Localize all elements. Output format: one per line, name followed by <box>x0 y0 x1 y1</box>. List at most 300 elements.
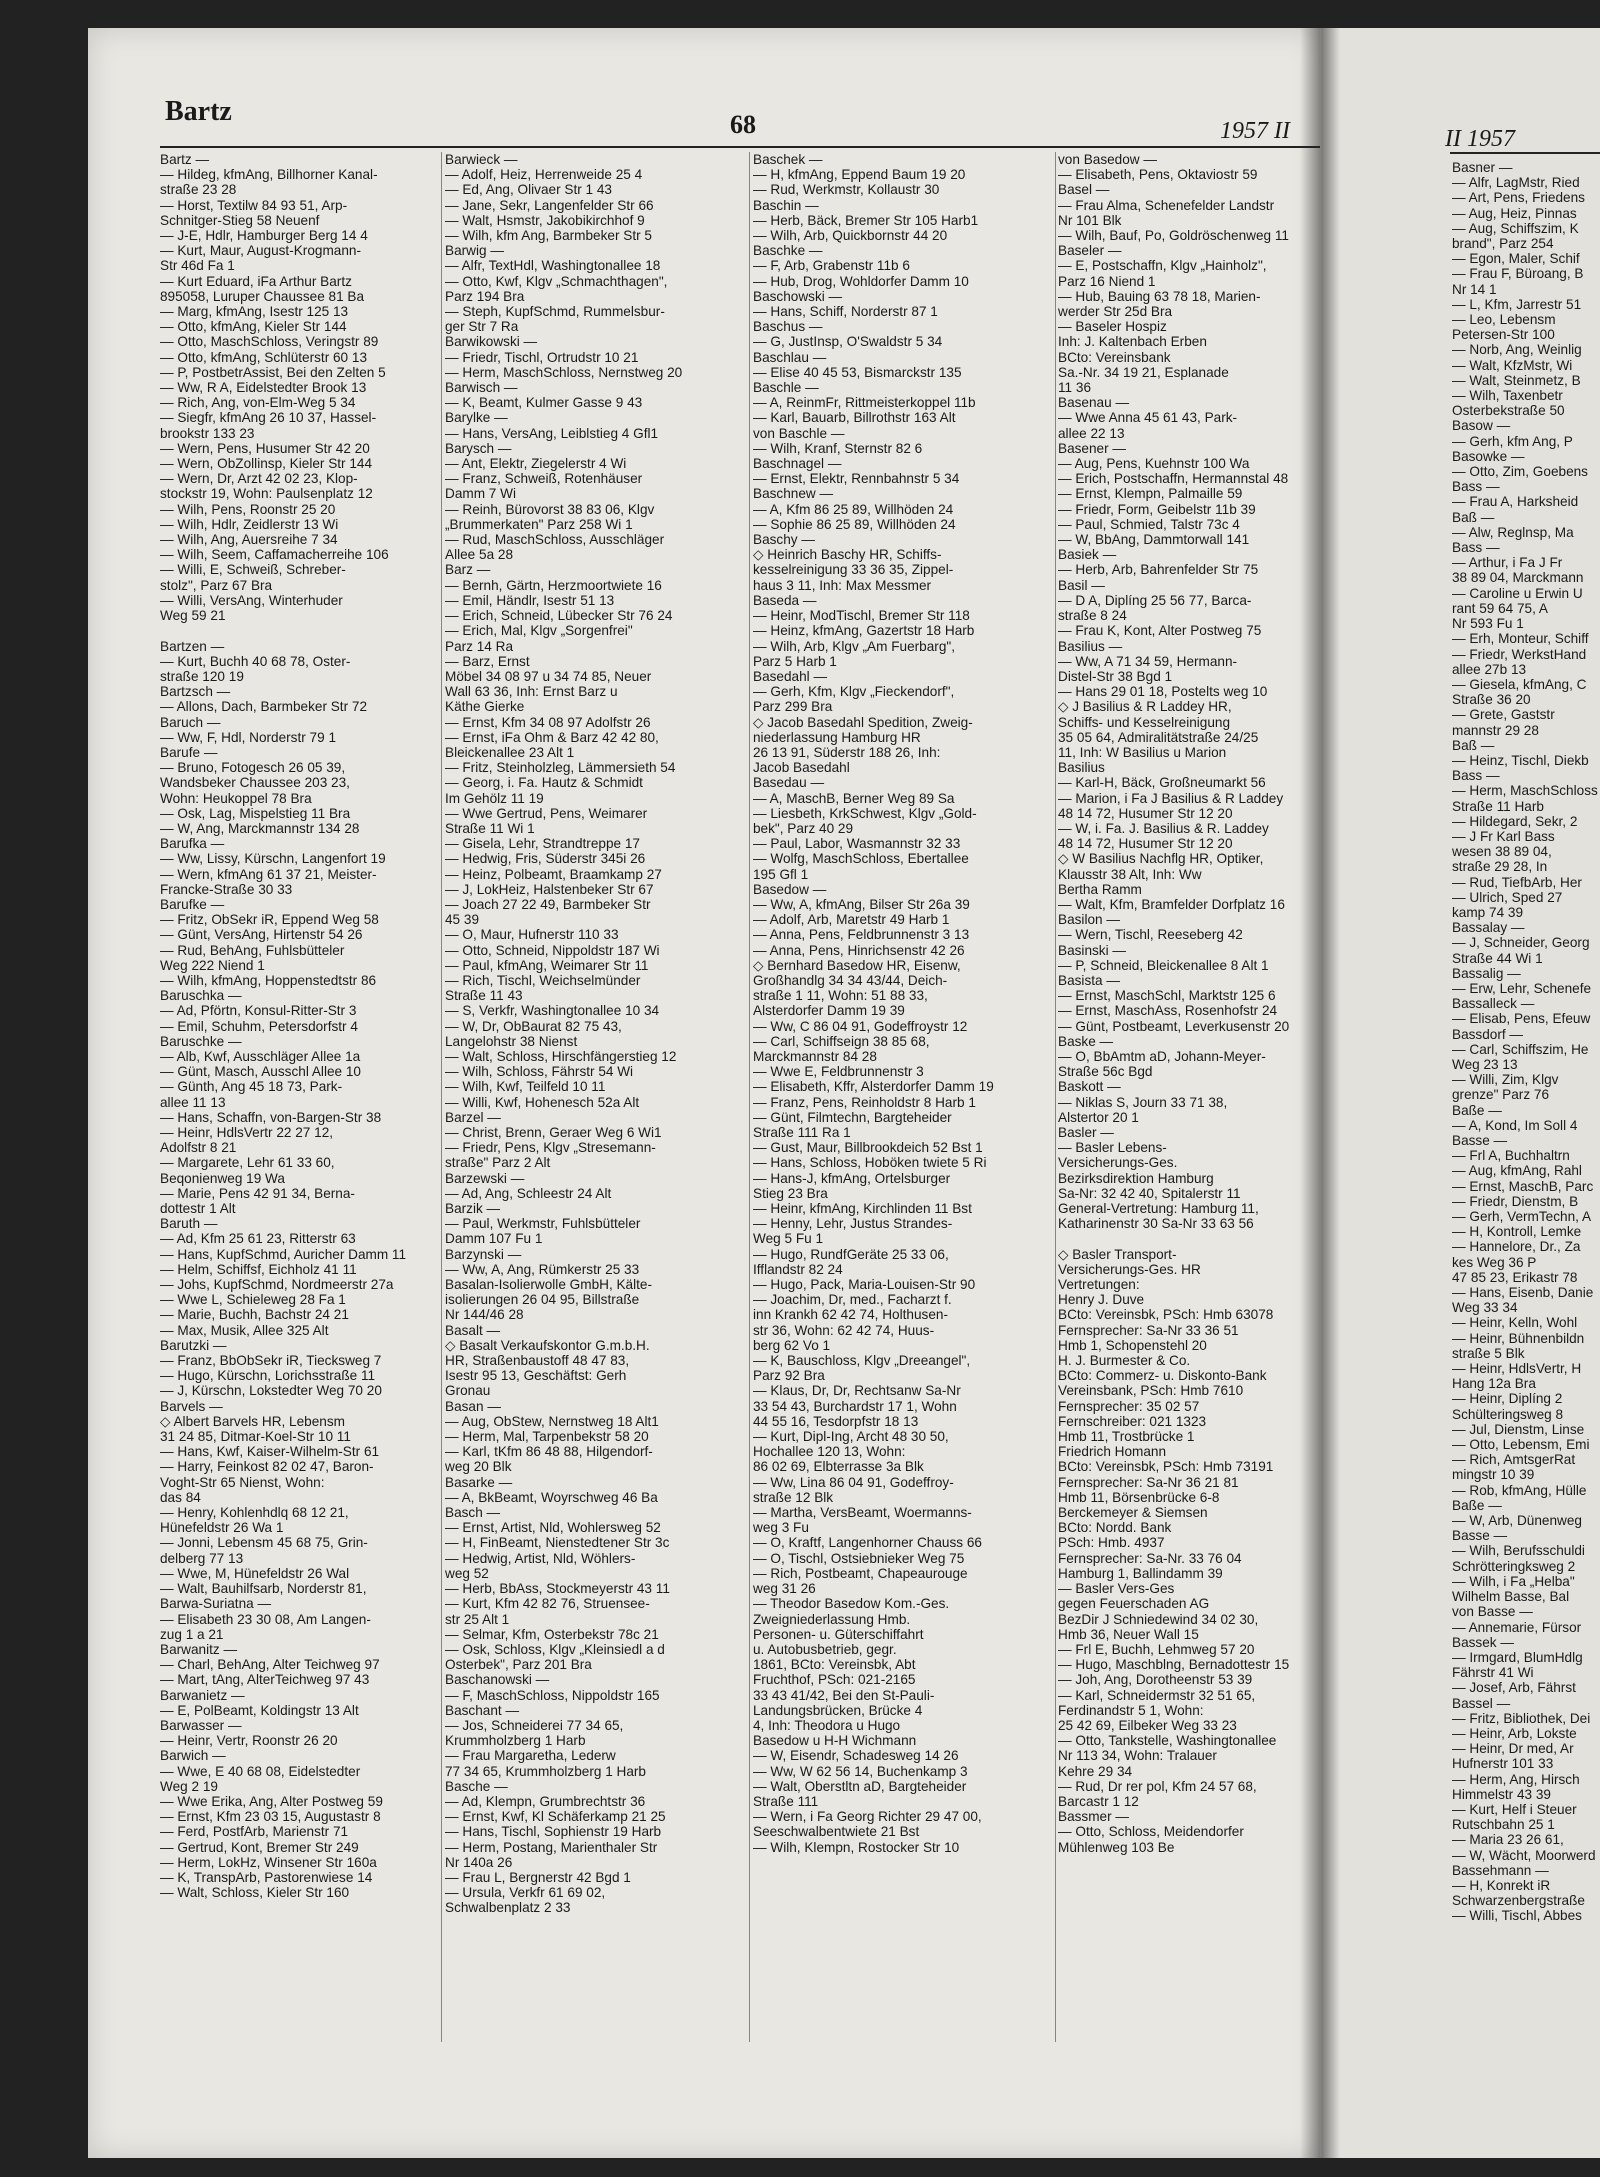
directory-entry-line: Bartzsch — <box>160 684 231 700</box>
directory-entry-line: isolierungen 26 04 95, Billstraße <box>445 1292 640 1308</box>
directory-entry-line: Gronau <box>445 1383 491 1399</box>
directory-entry-line: — Norb, Ang, Weinlig <box>1452 342 1582 358</box>
directory-entry-line: zug 1 a 21 <box>160 1626 224 1642</box>
directory-entry-line: Hmb 11, Trostbrücke 1 <box>1058 1429 1195 1445</box>
header-rule <box>160 146 1320 148</box>
directory-entry-line: — Karl, Bauarb, Billrothstr 163 Alt <box>753 410 956 426</box>
directory-entry-line: — A, ReinmFr, Rittmeisterkoppel 11b <box>753 395 976 411</box>
directory-entry-line: — Friedr, Pens, Klgv „Stresemann- <box>445 1140 656 1156</box>
directory-entry-line: Basalt — <box>445 1322 501 1338</box>
directory-entry-line: — Wern, Pens, Husumer Str 42 20 <box>160 440 370 456</box>
directory-entry-line: — Otto, Schneid, Nippoldstr 187 Wi <box>445 942 660 958</box>
directory-entry-line: — Frau A, Harksheid <box>1452 494 1579 510</box>
directory-entry-line: Barwasser — <box>160 1717 242 1733</box>
directory-entry-line: — Willi, Zim, Klgv <box>1452 1072 1559 1088</box>
directory-entry-line: u. Autobusbetrieb, gegr. <box>753 1641 897 1657</box>
directory-entry-line: Basch — <box>445 1505 501 1521</box>
directory-entry-line: Basler — <box>1058 1125 1114 1140</box>
directory-entry-line: Inh: J. Kaltenbach Erben <box>1058 334 1207 350</box>
directory-entry-line: Bleickenallee 23 Alt 1 <box>445 744 575 760</box>
directory-entry-line: — Ad, Ang, Schleestr 24 Alt <box>445 1185 612 1201</box>
directory-entry-line: — Aug, Schiffszim, K <box>1452 220 1579 236</box>
directory-entry-line: Baschy — <box>753 532 815 548</box>
directory-entry-line: — Walt, Schloss, Hirschfängerstieg 12 <box>445 1048 677 1064</box>
directory-entry-line: — Ursula, Verkfr 61 69 02, <box>445 1885 606 1901</box>
directory-entry-line: BCto: Commerz- u. Diskonto-Bank <box>1058 1368 1267 1384</box>
directory-entry-line: — Annemarie, Fürsor <box>1452 1619 1582 1635</box>
directory-entry-line: — A, Kond, Im Soll 4 <box>1452 1117 1578 1133</box>
directory-entry-line: ger Str 7 Ra <box>445 319 519 335</box>
directory-entry-line: — Christ, Brenn, Geraer Weg 6 Wi1 <box>445 1125 662 1140</box>
directory-entry-line: — Wilh, Seem, Caffamacherreihe 106 <box>160 547 389 563</box>
directory-entry-line: Baseler — <box>1058 243 1122 259</box>
directory-entry-line: — Günt, Filmtechn, Bargteheider <box>753 1109 952 1125</box>
directory-entry-line: PSch: Hmb. 4937 <box>1058 1535 1165 1551</box>
directory-entry-line: — Wern, ObZollinsp, Kieler Str 144 <box>160 456 373 472</box>
directory-entry-line: — Reinh, Bürovorst 38 83 06, Klgv <box>445 501 655 517</box>
directory-entry-line: — Herm, Mal, Tarpenbekstr 58 20 <box>445 1429 649 1445</box>
directory-entry-line: — Hub, Drog, Wohldorfer Damm 10 <box>753 273 969 289</box>
directory-entry-line: Jacob Basedahl <box>753 760 850 776</box>
directory-entry-line: allee 27b 13 <box>1452 661 1527 677</box>
directory-entry-line: Basse — <box>1452 1133 1508 1148</box>
directory-entry-line: wesen 38 89 04, <box>1452 844 1552 860</box>
directory-entry-line: Bassalay — <box>1452 920 1525 936</box>
directory-entry-line: kesselreinigung 33 36 35, Zippel- <box>753 562 954 578</box>
directory-entry-line: — Wilh, i Fa „Helba" <box>1452 1573 1575 1589</box>
directory-entry-line: — Ww, A 71 34 59, Hermann- <box>1058 653 1238 669</box>
directory-entry-line: Bartzen — <box>160 638 225 654</box>
directory-entry-line: — Ww, R A, Eidelstedter Brook 13 <box>160 380 367 396</box>
directory-entry-line: kes Weg 36 P <box>1452 1254 1537 1270</box>
directory-entry-line: — Otto, Lebensm, Emi <box>1452 1437 1590 1453</box>
directory-entry-line: — Carl, Schiffszim, He <box>1452 1041 1589 1057</box>
directory-entry-line: Fruchthof, PSch: 021-2165 <box>753 1672 916 1688</box>
directory-entry-line: — W, Eisendr, Schadesweg 14 26 <box>753 1748 959 1764</box>
directory-entry-line: Hochallee 120 13, Wohn: <box>753 1444 906 1460</box>
directory-entry-line: Bass — <box>1452 768 1500 784</box>
directory-entry-line: — H, FinBeamt, Nienstedtener Str 3c <box>445 1535 670 1551</box>
running-head-year-right: II 1957 <box>1445 126 1515 152</box>
directory-entry-line: — Ernst, MaschSchl, Marktstr 125 6 <box>1058 988 1276 1004</box>
directory-entry-line: Hmb 36, Neuer Wall 15 <box>1058 1626 1199 1642</box>
directory-entry-line: Basedow u H-H Wichmann <box>753 1733 917 1749</box>
running-head-name: Bartz <box>165 96 232 127</box>
directory-entry-line: Straße 36 20 <box>1452 692 1531 708</box>
directory-entry-line: — Heinz, Polbeamt, Braamkamp 27 <box>445 866 662 882</box>
directory-entry-line: — Kurt, Dipl-Ing, Archt 48 30 50, <box>753 1429 949 1445</box>
directory-entry-line: Schnitger-Stieg 58 Neuenf <box>160 212 320 228</box>
directory-entry-line: — Arthur, i Fa J Fr <box>1452 555 1563 571</box>
directory-entry-line: Personen- u. Güterschiffahrt <box>753 1626 924 1642</box>
directory-entry-line: Damm 107 Fu 1 <box>445 1231 543 1247</box>
directory-entry-line: Baschus — <box>753 319 823 335</box>
directory-entry-line: — Hans, Schaffn, von-Bargen-Str 38 <box>160 1109 382 1125</box>
directory-entry-line: — Osk, Lag, Mispelstieg 11 Bra <box>160 805 351 821</box>
directory-entry-line: Bassehmann — <box>1452 1862 1549 1878</box>
directory-entry-line: Rutschbahn 25 1 <box>1452 1817 1555 1833</box>
directory-entry-line: Barzel — <box>445 1109 501 1125</box>
directory-entry-line: 26 13 91, Süderstr 188 26, Inh: <box>753 744 941 760</box>
directory-entry-line: Klausstr 38 Alt, Inh: Ww <box>1058 866 1202 882</box>
directory-entry-line: Bassdorf — <box>1452 1026 1524 1042</box>
directory-entry-line: — Fritz, Steinholzleg, Lämmersieth 54 <box>445 760 676 776</box>
directory-entry-line: — Jos, Schneiderei 77 34 65, <box>445 1717 624 1733</box>
directory-entry-line: Bassmer — <box>1058 1809 1130 1825</box>
directory-entry-line: Allee 5a 28 <box>445 547 514 563</box>
directory-entry-line: BCto: Vereinsbk, PSch: Hmb 63078 <box>1058 1307 1274 1323</box>
directory-entry-line: — Hans, VersAng, Leiblstieg 4 Gfl1 <box>445 425 659 441</box>
directory-entry-line: — Herb, BbAss, Stockmeyerstr 43 11 <box>445 1581 670 1597</box>
directory-entry-line: Parz 92 Bra <box>753 1368 825 1384</box>
directory-entry-line: Baruth — <box>160 1216 218 1232</box>
directory-entry-line: — Ernst, MaschB, Parc <box>1452 1178 1594 1194</box>
directory-entry-line: — Niklas S, Journ 33 71 38, <box>1058 1094 1228 1110</box>
directory-entry-line: — Hans-J, kfmAng, Ortelsburger <box>753 1170 951 1186</box>
directory-entry-line: 86 02 69, Elbterrasse 3a Blk <box>753 1459 924 1475</box>
directory-entry-line: — Adolf, Arb, Maretstr 49 Harb 1 <box>753 912 950 928</box>
directory-entry-line: straße 29 28, In <box>1452 859 1548 875</box>
directory-entry-line: — Wilh, Kranf, Sternstr 82 6 <box>753 440 923 456</box>
directory-entry-line: — J, Kürschn, Lokstedter Weg 70 20 <box>160 1383 382 1399</box>
directory-entry-line: Baschnagel — <box>753 456 842 472</box>
directory-entry-line: Schwarzenbergstraße <box>1452 1893 1585 1909</box>
directory-entry-line: Zweigniederlassung Hmb. <box>753 1611 911 1627</box>
directory-entry-line: das 84 <box>160 1489 201 1505</box>
directory-entry-line: 195 Gfl 1 <box>753 866 809 882</box>
directory-entry-line: Barzik — <box>445 1201 501 1217</box>
directory-entry-line: — Franz, Pens, Reinholdstr 8 Harb 1 <box>753 1094 976 1110</box>
directory-entry-line: — Frl E, Buchh, Lehmweg 57 20 <box>1058 1641 1255 1657</box>
directory-entry-line: Nr 144/46 28 <box>445 1307 524 1323</box>
directory-entry-line: rant 59 64 75, A <box>1452 600 1548 616</box>
directory-entry-line: straße" Parz 2 Alt <box>445 1155 551 1171</box>
directory-entry-line: — Rud, BehAng, Fuhlsbütteler <box>160 942 345 958</box>
directory-entry-line: — Ferd, PostfArb, Marienstr 71 <box>160 1824 349 1840</box>
directory-entry-line: — Ad, Pförtn, Konsul-Ritter-Str 3 <box>160 1003 357 1019</box>
directory-entry-line: bek", Parz 40 29 <box>753 820 854 836</box>
directory-entry-line: Barzewski — <box>445 1170 525 1186</box>
directory-entry-line: von Basedow — <box>1058 152 1157 167</box>
directory-entry-line: BCto: Vereinsbank <box>1058 349 1171 365</box>
directory-entry-line: — P, Schneid, Bleickenallee 8 Alt 1 <box>1058 957 1269 973</box>
directory-entry-line: — Gertrud, Kont, Bremer Str 249 <box>160 1839 359 1855</box>
directory-entry-line: Im Gehölz 11 19 <box>445 790 544 806</box>
directory-entry-line: — Alw, Reglnsp, Ma <box>1452 524 1574 540</box>
directory-entry-line: Versicherungs-Ges. HR <box>1058 1261 1201 1277</box>
directory-entry-line: Bassel — <box>1452 1695 1511 1711</box>
directory-entry-line: — Marg, kfmAng, Isestr 125 13 <box>160 304 349 320</box>
directory-entry-line: Alstertor 20 1 <box>1058 1109 1139 1125</box>
directory-entry-line: — Sophie 86 25 89, Willhöden 24 <box>753 516 956 532</box>
directory-entry-line: — Herm, MaschSchloss <box>1452 783 1598 799</box>
directory-entry-line: — Erich, Schneid, Lübecker Str 76 24 <box>445 608 673 624</box>
directory-entry-line: ◇ Albert Barvels HR, Lebensm <box>160 1413 345 1429</box>
directory-entry-line: Barvels — <box>160 1398 223 1414</box>
directory-entry-line: weg 52 <box>445 1565 489 1581</box>
directory-entry-line: — Aug, Heiz, Pinnas <box>1452 205 1577 221</box>
directory-entry-line: — Henny, Lehr, Justus Strandes- <box>753 1216 953 1232</box>
directory-entry-line: Schrötteringksweg 2 <box>1452 1558 1576 1574</box>
directory-entry-line: — Wilh, kfm Ang, Barmbeker Str 5 <box>445 228 652 244</box>
directory-entry-line: — Aug, ObStew, Nernstweg 18 Alt1 <box>445 1413 659 1429</box>
directory-entry-line: 45 39 <box>445 912 480 928</box>
directory-entry-line: Basan — <box>445 1398 501 1414</box>
directory-entry-line: — Heinr, Vertr, Roonstr 26 20 <box>160 1733 338 1749</box>
directory-entry-line: Krummholzberg 1 Harb <box>445 1733 586 1749</box>
directory-entry-line: — Wilh, Klempn, Rostocker Str 10 <box>753 1839 960 1855</box>
directory-entry-line: Baschlau — <box>753 349 827 365</box>
directory-entry-line: — Fritz, ObSekr iR, Eppend Weg 58 <box>160 912 379 928</box>
directory-entry-line: — Walt, Bauhilfsarb, Norderstr 81, <box>160 1581 367 1597</box>
directory-entry-line: Straße 56c Bgd <box>1058 1064 1153 1080</box>
directory-entry-line: — O, BbAmtm aD, Johann-Meyer- <box>1058 1048 1266 1064</box>
directory-entry-line: Basenau — <box>1058 395 1130 411</box>
directory-entry-line: Sa-Nr: 32 42 40, Spitalerstr 11 <box>1058 1185 1241 1201</box>
directory-entry-line: — Wilh, Taxenbetr <box>1452 388 1563 404</box>
directory-entry-line: Himmelstr 43 39 <box>1452 1786 1551 1802</box>
directory-entry-line: Barylke — <box>445 410 508 426</box>
directory-entry-line: Barwisch — <box>445 380 518 396</box>
directory-entry-line: Basilius — <box>1058 638 1123 654</box>
directory-entry-line: — Otto, Zim, Goebens <box>1452 464 1588 480</box>
directory-entry-line: Bertha Ramm <box>1058 881 1142 897</box>
directory-entry-line: Str 46d Fa 1 <box>160 258 235 274</box>
directory-entry-line: — Emil, Schuhm, Petersdorfstr 4 <box>160 1018 358 1034</box>
directory-entry-line: Seeschwalbentwiete 21 Bst <box>753 1824 920 1840</box>
directory-entry-line: Alsterdorfer Damm 19 39 <box>753 1003 905 1019</box>
directory-entry-line: — Aug, kfmAng, Rahl <box>1452 1163 1582 1179</box>
directory-entry-line: — Wilh, Bauf, Po, Goldröschenweg 11 <box>1058 228 1289 244</box>
directory-entry-line: — Franz, Schweiß, Rotenhäuser <box>445 471 643 487</box>
directory-entry-line: — A, MaschB, Berner Weg 89 Sa <box>753 790 955 806</box>
directory-entry-line: — Franz, BbObSekr iR, Tiecksweg 7 <box>160 1353 382 1369</box>
directory-entry-line: Osterbekstraße 50 <box>1452 403 1565 419</box>
directory-column-2 <box>445 152 745 2042</box>
directory-entry-line: Ferdinandstr 5 1, Wohn: <box>1058 1702 1204 1718</box>
directory-entry-line: — Wwe E, Feldbrunnenstr 3 <box>753 1064 924 1080</box>
directory-entry-line: Baschle — <box>753 380 819 396</box>
directory-entry-line: Basener — <box>1058 440 1127 456</box>
directory-entry-line: — Leo, Lebensm <box>1452 312 1556 328</box>
directory-entry-line: Parz 5 Harb 1 <box>753 653 837 669</box>
directory-entry-line: von Baschle — <box>753 425 845 441</box>
directory-entry-line: Baruch — <box>160 714 221 730</box>
directory-entry-line: haus 3 11, Inh: Max Messmer <box>753 577 932 593</box>
directory-entry-line: — Otto, Schloss, Meidendorfer <box>1058 1824 1244 1840</box>
directory-entry-line: Baschin — <box>753 197 819 213</box>
directory-entry-line: — Herm, LokHz, Winsener Str 160a <box>160 1854 377 1870</box>
directory-entry-line: Weg 23 13 <box>1452 1056 1518 1072</box>
directory-entry-line: Wandsbeker Chaussee 203 23, <box>160 775 350 791</box>
directory-entry-line: Osterbek", Parz 201 Bra <box>445 1657 592 1673</box>
directory-entry-line: — Elise 40 45 53, Bismarckstr 135 <box>753 364 962 380</box>
directory-entry-line: — Friedr, Form, Geibelstr 11b 39 <box>1058 501 1256 517</box>
directory-entry-line: Bassek — <box>1452 1634 1514 1650</box>
directory-entry-line: Nr 113 34, Wohn: Tralauer <box>1058 1748 1217 1764</box>
directory-entry-line: — Hugo, Maschblng, Bernadottestr 15 <box>1058 1657 1290 1673</box>
directory-entry-line: Basner — <box>1452 160 1513 175</box>
directory-entry-line: 44 55 16, Tesdorpfstr 18 13 <box>753 1413 919 1429</box>
directory-entry-line: — Siegfr, kfmAng 26 10 37, Hassel- <box>160 410 377 426</box>
directory-entry-line: — Wwe Erika, Ang, Alter Postweg 59 <box>160 1793 383 1809</box>
directory-entry-line: — Ww, A, kfmAng, Bilser Str 26a 39 <box>753 896 970 912</box>
directory-entry-line: Basil — <box>1058 577 1105 593</box>
directory-column-4 <box>1058 152 1320 2042</box>
directory-entry-line: — Gust, Maur, Billbrookdeich 52 Bst 1 <box>753 1140 983 1156</box>
directory-entry-line: — K, Beamt, Kulmer Gasse 9 43 <box>445 395 643 411</box>
directory-entry-line: Schülteringsweg 8 <box>1452 1406 1564 1422</box>
directory-entry-line: Bassalleck — <box>1452 996 1535 1012</box>
directory-entry-line: ◇ Basler Transport- <box>1058 1246 1177 1262</box>
directory-entry-line: „Brummerkaten" Parz 258 Wi 1 <box>445 516 633 532</box>
directory-entry-line: — Wilh, Ang, Auersreihe 7 34 <box>160 532 338 548</box>
directory-entry-line: straße 8 24 <box>1058 608 1127 624</box>
directory-entry-line: 1861, BCto: Vereinsbk, Abt <box>753 1657 916 1673</box>
directory-entry-line: — Otto, Kwf, Klgv „Schmachthagen", <box>445 273 668 289</box>
directory-entry-line: 35 05 64, Admiralitätstraße 24/25 <box>1058 729 1259 745</box>
directory-entry-line: — Caroline u Erwin U <box>1452 585 1583 601</box>
directory-entry-line: — Walt, Steinmetz, B <box>1452 372 1581 388</box>
directory-entry-line: — Baseler Hospiz <box>1058 319 1167 335</box>
directory-entry-line: ◇ J Basilius & R Laddey HR, <box>1058 699 1232 715</box>
directory-entry-line: — Wilh, kfmAng, Hoppenstedtstr 86 <box>160 972 377 988</box>
directory-entry-line: — Otto, MaschSchloss, Veringstr 89 <box>160 334 379 350</box>
directory-entry-line: — Ww, F, Hdl, Norderstr 79 1 <box>160 729 337 745</box>
directory-entry-line: — Wwe, E 40 68 08, Eidelstedter <box>160 1763 361 1779</box>
directory-entry-line: — Heinz, Tischl, Diekb <box>1452 752 1589 768</box>
directory-entry-line: Basista — <box>1058 972 1120 988</box>
directory-entry-line: Weg 2 19 <box>160 1778 218 1794</box>
directory-entry-line: Henry J. Duve <box>1058 1292 1145 1308</box>
directory-entry-line: Basiek — <box>1058 547 1117 563</box>
directory-entry-line: Barufka — <box>160 836 225 852</box>
directory-entry-line: Baruschka — <box>160 988 242 1004</box>
directory-entry-line: 33 43 41/42, Bei den St-Pauli- <box>753 1687 935 1703</box>
directory-entry-line: — Hedwig, Artist, Nld, Wöhlers- <box>445 1550 636 1566</box>
directory-entry-line: Weg 5 Fu 1 <box>753 1231 824 1247</box>
directory-entry-line: — Wolfg, MaschSchloss, Ebertallee <box>753 851 969 867</box>
directory-entry-line: — Wwe Gertrud, Pens, Weimarer <box>445 805 648 821</box>
directory-entry-line: brookstr 133 23 <box>160 425 255 441</box>
directory-entry-line: weg 3 Fu <box>753 1520 809 1536</box>
directory-entry-line: — Walt, Schloss, Kieler Str 160 <box>160 1885 350 1901</box>
directory-entry-line: Nr 101 Blk <box>1058 212 1122 228</box>
directory-entry-line: — Ernst, Kwf, Kl Schäferkamp 21 25 <box>445 1809 666 1825</box>
directory-entry-line: Basse — <box>1452 1528 1508 1544</box>
directory-entry-line: — Jonni, Lebensm 45 68 75, Grin- <box>160 1535 368 1551</box>
directory-entry-line: — Hugo, Kürschn, Lorichsstraße 11 <box>160 1368 376 1384</box>
directory-entry-line: — Alb, Kwf, Ausschläger Allee 1a <box>160 1048 361 1064</box>
directory-entry-line: Stieg 23 Bra <box>753 1185 828 1201</box>
directory-entry-line: Friedrich Homann <box>1058 1444 1167 1460</box>
directory-entry-line: 25 42 69, Eilbeker Weg 33 23 <box>1058 1717 1237 1733</box>
directory-entry-line: — Elisabeth, Kffr, Alsterdorfer Damm 19 <box>753 1079 994 1095</box>
directory-entry-line: — Hans, KupfSchmd, Auricher Damm 11 <box>160 1246 407 1262</box>
directory-entry-line: Baschnew — <box>753 486 834 502</box>
directory-entry-line: Versicherungs-Ges. <box>1058 1155 1178 1171</box>
directory-entry-line: — Mart, tAng, AlterTeichweg 97 43 <box>160 1672 370 1688</box>
directory-entry-line: — W, i. Fa. J. Basilius & R. Laddey <box>1058 820 1269 836</box>
directory-entry-line: — W, Wächt, Moorwerd <box>1452 1847 1596 1863</box>
directory-entry-line: Möbel 34 08 97 u 34 74 85, Neuer <box>445 668 652 684</box>
directory-entry-line: — Rud, MaschSchloss, Ausschläger <box>445 532 665 548</box>
directory-entry-line: — Maria 23 26 61, <box>1452 1832 1564 1848</box>
directory-entry-line: Basilon — <box>1058 912 1120 928</box>
directory-entry-line: stockstr 19, Wohn: Paulsenplatz 12 <box>160 486 373 502</box>
directory-entry-line: — Georg, i. Fa. Hautz & Schmidt <box>445 775 643 791</box>
directory-entry-line: — Rud, Dr rer pol, Kfm 24 57 68, <box>1058 1778 1257 1794</box>
directory-entry-line: str 36, Wohn: 62 42 74, Huus- <box>753 1322 935 1338</box>
directory-entry-line: — A, BkBeamt, Woyrschweg 46 Ba <box>445 1489 658 1505</box>
directory-entry-line: straße 23 28 <box>160 182 237 198</box>
directory-entry-line: Barcastr 1 12 <box>1058 1793 1139 1809</box>
directory-entry-line: — Wwe L, Schieleweg 28 Fa 1 <box>160 1292 346 1308</box>
directory-entry-line: BCto: Nordd. Bank <box>1058 1520 1172 1536</box>
directory-entry-line: Fernsprecher: 35 02 57 <box>1058 1398 1200 1414</box>
directory-entry-line: Schiffs- und Kesselreinigung <box>1058 714 1231 730</box>
directory-entry-line: werder Str 25d Bra <box>1058 304 1173 320</box>
directory-entry-line: niederlassung Hamburg HR <box>753 729 921 745</box>
directory-entry-line: — Bruno, Fotogesch 26 05 39, <box>160 760 346 776</box>
directory-entry-line: Distel-Str 38 Bgd 1 <box>1058 668 1173 684</box>
directory-entry-line: kamp 74 39 <box>1452 904 1524 920</box>
directory-entry-line: — Basler Lebens- <box>1058 1140 1167 1156</box>
directory-entry-line: ◇ Heinrich Baschy HR, Schiffs- <box>753 547 942 563</box>
directory-entry-line: — P, PostbetrAssist, Bei den Zelten 5 <box>160 364 386 380</box>
running-head-year-left: 1957 II <box>1220 118 1290 144</box>
directory-entry-line: Straße 11 43 <box>445 988 523 1004</box>
directory-entry-line: — Rich, Postbeamt, Chapeaurouge <box>753 1565 968 1581</box>
directory-entry-line: 11 36 <box>1058 380 1092 396</box>
directory-entry-line: Kehre 29 34 <box>1058 1763 1133 1779</box>
directory-entry-line: Barzynski — <box>445 1246 522 1262</box>
directory-entry-line: — Marie, Buchh, Bachstr 24 21 <box>160 1307 349 1323</box>
directory-entry-line: grenze" Parz 76 <box>1452 1087 1550 1103</box>
directory-entry-line: — Willi, VersAng, Winterhuder <box>160 592 343 608</box>
directory-entry-line: — Wilh, Pens, Roonstr 25 20 <box>160 501 336 517</box>
directory-entry-line: — Herm, Ang, Hirsch <box>1452 1771 1580 1787</box>
directory-entry-line: Straße 44 Wi 1 <box>1452 950 1543 966</box>
directory-entry-line: — F, Arb, Grabenstr 11b 6 <box>753 258 910 274</box>
directory-entry-line: Weg 222 Niend 1 <box>160 957 265 973</box>
directory-entry-line: Baschek — <box>753 152 823 167</box>
directory-entry-line: — Gisela, Lehr, Strandtreppe 17 <box>445 836 640 852</box>
directory-entry-line: — Heinr, HdlsVertr 22 27 12, <box>160 1125 334 1140</box>
directory-entry-line: Isestr 95 13, Geschäftst: Gerh <box>445 1368 627 1384</box>
directory-entry-line: Fährstr 41 Wi <box>1452 1665 1534 1681</box>
directory-entry-line: — Ernst, Elektr, Rennbahnstr 5 34 <box>753 471 960 487</box>
directory-entry-line: ◇ W Basilius Nachflg HR, Optiker, <box>1058 851 1264 867</box>
column-divider <box>749 152 750 2042</box>
directory-column-5-partial <box>1452 160 1600 2050</box>
column-divider <box>441 152 442 2042</box>
directory-entry-line: Barwich — <box>160 1748 226 1764</box>
directory-entry-line: — Wilh, Kwf, Teilfeld 10 11 <box>445 1079 606 1095</box>
directory-entry-line: — Wilh, Arb, Klgv „Am Fuerbarg", <box>753 638 955 654</box>
directory-entry-line: — Frau Margaretha, Lederw <box>445 1748 616 1764</box>
directory-entry-line: 47 85 23, Erikastr 78 <box>1452 1269 1578 1285</box>
directory-entry-line: Straße 11 Harb <box>1452 798 1544 814</box>
directory-entry-line: Barz — <box>445 562 491 578</box>
directory-entry-line: — J, LokHeiz, Halstenbeker Str 67 <box>445 881 654 897</box>
directory-entry-line: — Josef, Arb, Fährst <box>1452 1680 1576 1696</box>
directory-entry-line: — A, Kfm 86 25 89, Willhöden 24 <box>753 501 954 517</box>
directory-entry-line: Marckmannstr 84 28 <box>753 1048 877 1064</box>
directory-entry-line: — Erich, Postschaffn, Hermannstal 48 <box>1058 471 1289 487</box>
directory-entry-line: BCto: Vereinsbk, PSch: Hmb 73191 <box>1058 1459 1274 1475</box>
directory-entry-line: — Basler Vers-Ges <box>1058 1581 1175 1597</box>
